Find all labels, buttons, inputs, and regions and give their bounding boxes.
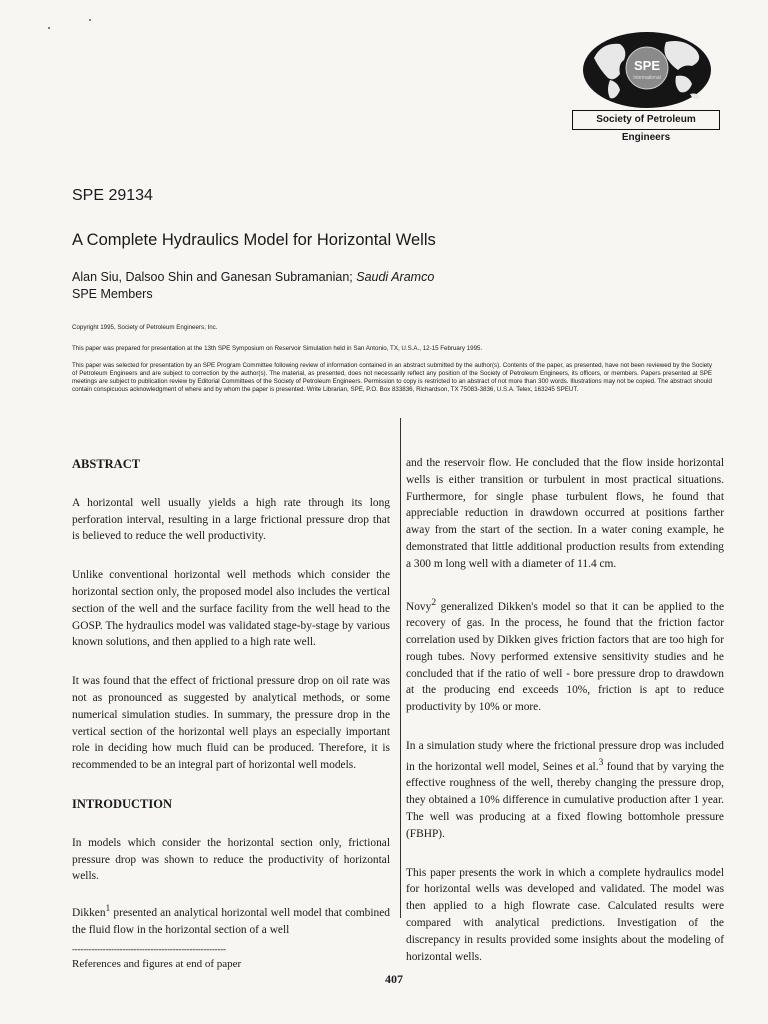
authors: Alan Siu, Dalsoo Shin and Ganesan Subramanian; bbox=[72, 270, 353, 284]
paper-number: SPE 29134 bbox=[72, 187, 153, 204]
abstract-heading: ABSTRACT bbox=[72, 457, 141, 471]
introduction-paragraph bbox=[72, 901, 390, 938]
affiliation: Saudi Aramco bbox=[356, 270, 435, 284]
scan-speck bbox=[48, 27, 50, 29]
body-paragraph: and the reservoir flow. He concluded that the flow inside horizontal wells is either transition or turbulent in most practical situations. Furthermore, for single phase turbulent flows, he found that appreciable reduction in drawdown occurred at positions farther away from the start of the section. In a water coning example, he demonstrated that little additional production results from extending a 300 m long well with a diameter of 11.4 cm. bbox=[406, 457, 724, 570]
paragraph-text: found that by varying the effective roughness of the well, thereby changing the pressure drop, they obtained a 10% difference in cumulative production after 1 year. The well was producing at a fixed flowing bottomhole pressure (FBHP). bbox=[406, 760, 724, 840]
spe-logo bbox=[572, 30, 722, 143]
paragraph-text: generalized Dikken's model so that it can be applied to the recovery of gas. In the process, he found that the friction factor correlation used by Dikken gives friction factors that are too high for rough tubes. Novy performed extensive sensitivity studies and he concluded that if the ratio of well - bore pressure drop to drawdown at the producing end exceeds 10%, friction is apt to reduce productivity by 10% or more. bbox=[406, 600, 724, 714]
globe-icon bbox=[580, 30, 714, 110]
reference-marker: 3 bbox=[598, 757, 604, 768]
paragraph-text: presented an analytical horizontal well model that combined the fluid flow in the horizontal section of a well bbox=[72, 906, 390, 936]
author-line bbox=[72, 270, 434, 284]
right-column bbox=[406, 455, 724, 965]
scan-speck bbox=[89, 19, 91, 21]
disclaimer-text: This paper was selected for presentation by an SPE Program Committee following review of information contained in an abstract submitted by the author(s). Contents of the paper, as presented, have not been reviewed by the Society of Petroleum Engineers and are subject to correction by the author(s). The material, as presented, does not necessarily reflect any position of the Society of Petroleum Engineers, its officers, or members. Papers presented at SPE meetings are subject to publication review by Editorial Committees of the Society of Petroleum Engineers. Permission to copy is restricted to an abstract of not more than 300 words. Illustrations may not be copied. The abstract should contain conspicuous acknowledgment of where and by whom the paper is presented. Write Librarian, SPE, P.O. Box 833836, Richardson, TX 75083-3836, U.S.A. Telex, 163245 SPEUT. bbox=[72, 362, 712, 393]
presentation-notice: This paper was prepared for presentation at the 13th SPE Symposium on Reservoir Simulation held in San Antonio, TX, U.S.A., 12-15 February 1995. bbox=[72, 345, 483, 352]
abstract-paragraph: Unlike conventional horizontal well methods which consider the horizontal section only, the proposed model also includes the vertical section of the well and the surface facility from the well head to the GOSP. The hydraulics model was validated stage-by-stage by various known solutions, and then applied to a high rate well. bbox=[72, 569, 390, 649]
left-column bbox=[72, 456, 390, 939]
membership: SPE Members bbox=[72, 287, 153, 301]
page-number: 407 bbox=[385, 972, 403, 986]
reference-marker: 2 bbox=[431, 597, 437, 608]
paper-title: A Complete Hydraulics Model for Horizontal Wells bbox=[72, 231, 436, 249]
body-paragraph: This paper presents the work in which a complete hydraulics model for horizontal wells was developed and validated. The model was then applied to a high flowrate case. Calculated results were compared with analytical predictions. Investigation of the discrepancy in results provided some insights about the modeling of horizontal wells. bbox=[406, 866, 724, 963]
abstract-paragraph: A horizontal well usually yields a high rate through its long perforation interval, resulting in a large frictional pressure drop that is believed to reduce the well productivity. bbox=[72, 496, 390, 543]
column-divider bbox=[400, 418, 401, 918]
introduction-paragraph: In models which consider the horizontal section only, frictional pressure drop was shown to reduce the productivity of horizontal wells. bbox=[72, 836, 390, 883]
citation-name: Novy bbox=[406, 600, 432, 613]
society-name: Society of Petroleum Engineers bbox=[572, 110, 720, 130]
body-paragraph bbox=[406, 738, 724, 843]
footnote: References and figures at end of paper bbox=[72, 958, 242, 970]
logo-subtext: International bbox=[633, 75, 661, 81]
paragraph-text: In a simulation study where the frictional pressure drop was included in the horizontal well model, Seines et al. bbox=[406, 739, 724, 773]
copyright-notice: Copyright 1995, Society of Petroleum Engineers, Inc. bbox=[72, 324, 218, 331]
reference-marker: 1 bbox=[105, 904, 111, 915]
footnote-rule: ------------------------------------------------------- bbox=[72, 944, 226, 954]
abstract-paragraph: It was found that the effect of frictional pressure drop on oil rate was not as pronounced as suggested by analytical methods, or some numerical simulation studies. In summary, the pressure drop in the vertical section of the horizontal well plays an especially important role in deciding how much fluid can be produced. Therefore, it is recommended to be an integral part of horizontal well models. bbox=[72, 675, 390, 772]
introduction-heading: INTRODUCTION bbox=[72, 796, 173, 811]
citation-name: Dikken bbox=[72, 906, 106, 919]
body-paragraph bbox=[406, 595, 724, 716]
logo-text: SPE bbox=[633, 58, 661, 73]
